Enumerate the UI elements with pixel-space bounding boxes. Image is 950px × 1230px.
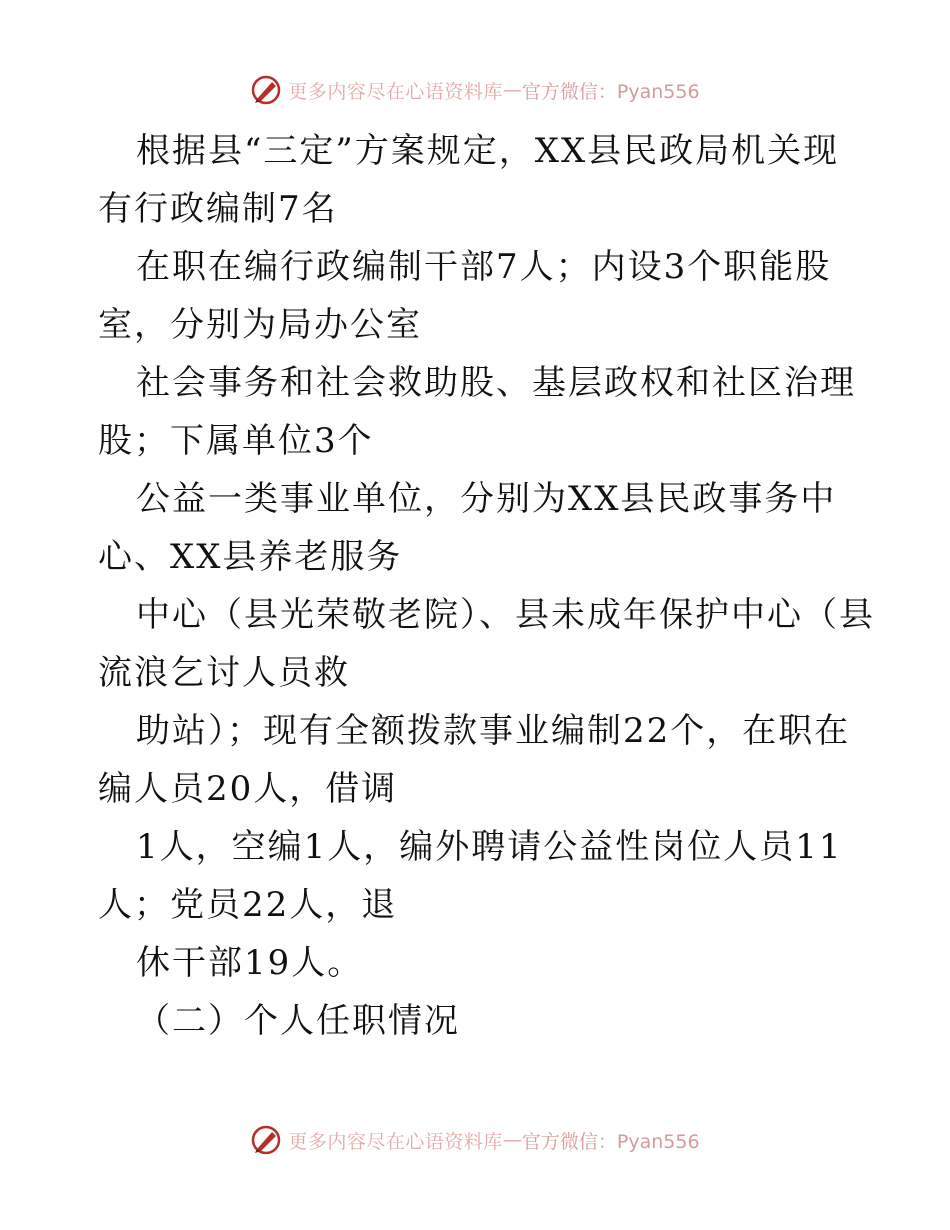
- paragraph-line: 心、XX县养老服务: [98, 537, 403, 577]
- pen-logo-icon: [250, 74, 282, 106]
- paragraph-line: 在职在编行政编制干部7人；内设3个职能股: [136, 247, 832, 287]
- watermark-wechat: 官方微信：Pyan556: [521, 1130, 700, 1153]
- paragraph-line: 助站）；现有全额拨款事业编制22个，在职在: [136, 711, 851, 751]
- paragraph-line: 社会事务和社会救助股、基层政权和社区治理: [136, 363, 856, 403]
- document-body: [98, 122, 878, 1050]
- pen-logo-icon: [250, 1124, 282, 1156]
- paragraph-line: 人；党员22人，退: [98, 885, 398, 925]
- paragraph-line: 公益一类事业单位，分别为XX县民政事务中: [136, 479, 837, 519]
- watermark-footer: [0, 1120, 950, 1160]
- paragraph-line: 股；下属单位3个: [98, 421, 374, 461]
- paragraph-line: 编人员20人，借调: [98, 769, 398, 809]
- paragraph-line: 有行政编制7名: [98, 189, 338, 229]
- paragraph-line: 中心（县光荣敬老院）、县未成年保护中心（县: [136, 595, 875, 635]
- watermark-text: 更多内容尽在心语资料库: [288, 1130, 503, 1153]
- watermark-text: 更多内容尽在心语资料库: [288, 80, 503, 103]
- watermark-separator: —: [502, 79, 522, 101]
- paragraph-line: 休干部19人。: [136, 943, 364, 983]
- watermark-separator: —: [502, 1129, 522, 1151]
- paragraph-line: 室，分别为局办公室: [98, 305, 422, 345]
- watermark-wechat: 官方微信：Pyan556: [521, 80, 700, 103]
- paragraph-line: 1人，空编1人，编外聘请公益性岗位人员11: [136, 827, 843, 867]
- paragraph-line: 流浪乞讨人员救: [98, 653, 350, 693]
- paragraph-line: 根据县“三定”方案规定，XX县民政局机关现: [136, 131, 840, 171]
- watermark-header: [0, 70, 950, 110]
- section-heading: （二）个人任职情况: [136, 1001, 460, 1041]
